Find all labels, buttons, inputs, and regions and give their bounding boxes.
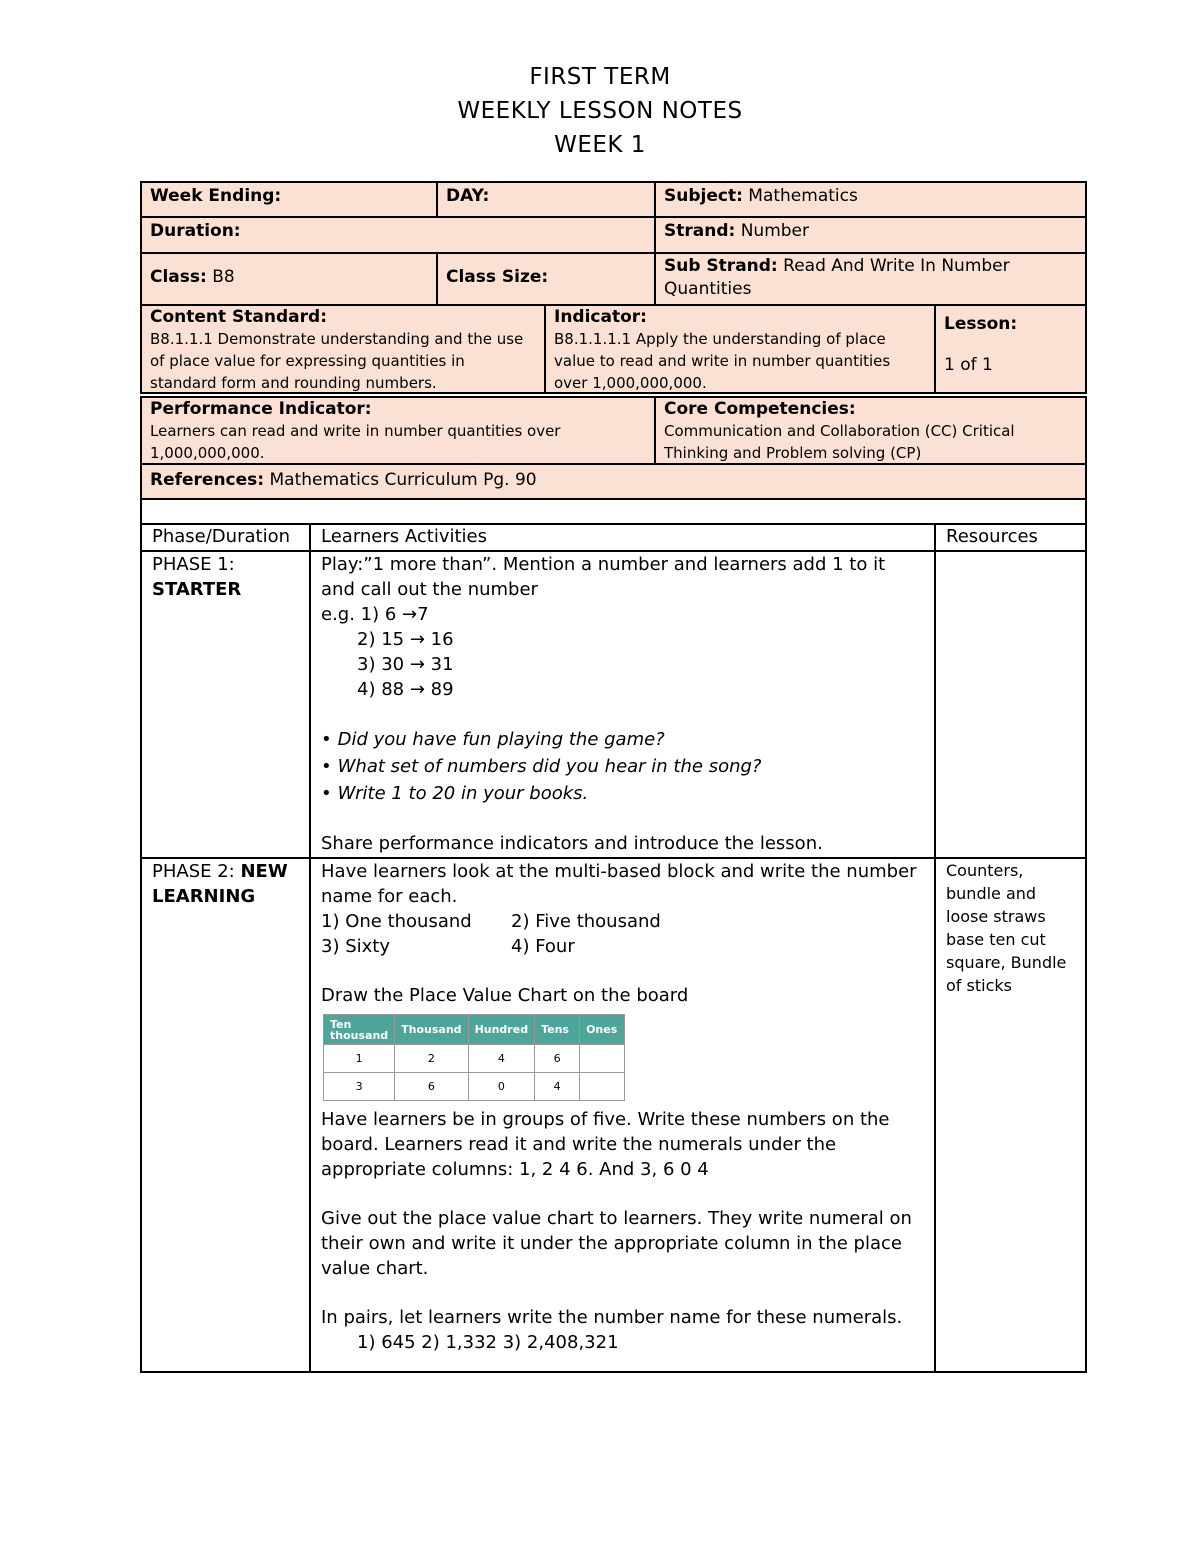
title-week: WEEK 1: [554, 132, 646, 158]
class-label: Class:: [150, 267, 207, 287]
class-size-label: Class Size:: [446, 267, 549, 287]
day-label: DAY:: [446, 186, 490, 206]
phase2-cell: [140, 857, 311, 1373]
day-cell: [436, 181, 656, 218]
pv-cell: 4: [468, 1045, 535, 1073]
phase2-resources-text: Counters, bundle and loose straws base ten cut square, Bundle of sticks: [946, 861, 1067, 995]
class-value: B8: [212, 267, 235, 287]
place-value-header-row: [324, 1015, 625, 1045]
core-competencies-value: Communication and Collaboration (CC) Critical Thinking and Problem solving (CP): [664, 422, 1015, 462]
phase2-name-a: NEW: [240, 861, 288, 882]
pv-cell: 1: [324, 1045, 395, 1073]
question-item: • Did you have fun playing the game?: [321, 726, 924, 753]
place-value-row: [324, 1045, 625, 1073]
pv-cell: [580, 1073, 625, 1101]
header-phase-text: Phase/Duration: [152, 526, 290, 547]
phase1-example-1: e.g. 1) 6 →7: [321, 604, 429, 625]
references-value: Mathematics Curriculum Pg. 90: [269, 470, 537, 490]
subject-cell: [654, 181, 1087, 218]
header-resources-text: Resources: [946, 526, 1038, 547]
pv-cell: 0: [468, 1073, 535, 1101]
phase1-questions: [321, 726, 924, 807]
pv-cell: 3: [324, 1073, 395, 1101]
phase1-resources: [934, 550, 1087, 859]
week-ending-label: Week Ending:: [150, 186, 282, 206]
class-cell: [140, 252, 438, 306]
phase1-example-3: 3) 30 → 31: [357, 654, 454, 675]
lesson-value: 1 of 1: [944, 355, 993, 375]
number-name-2: 2) Five thousand: [511, 911, 661, 932]
phase1-activities: [309, 550, 936, 859]
phase1-example-4: 4) 88 → 89: [357, 679, 454, 700]
content-standard-value: B8.1.1.1 Demonstrate understanding and the use of place value for expressing quantities in standard form and rounding numbers.: [150, 330, 524, 392]
phase1-label: PHASE 1:: [152, 554, 235, 575]
strand-cell: [654, 216, 1087, 254]
phase2-give: Give out the place value chart to learners. They write numeral on their own and write it under the appropriate column in the place value chart.: [321, 1208, 912, 1279]
header-activities-text: Learners Activities: [321, 526, 487, 547]
subject-label: Subject:: [664, 186, 743, 206]
phase2-draw: Draw the Place Value Chart on the board: [321, 985, 689, 1006]
class-size-cell: [436, 252, 656, 306]
sub-strand-value: Read And Write In Number Quantities: [664, 256, 1010, 299]
references-cell: [140, 463, 1087, 500]
subject-value: Mathematics: [748, 186, 858, 206]
references-label: References:: [150, 470, 265, 490]
indicator-value: B8.1.1.1.1 Apply the understanding of place value to read and write in number quantities over 1,000,000,000.: [554, 330, 891, 392]
phase2-intro: Have learners look at the multi-based block and write the number name for each.: [321, 861, 917, 907]
header-resources: [934, 523, 1087, 552]
question-item: • Write 1 to 20 in your books.: [321, 780, 924, 807]
question-item: • What set of numbers did you hear in the song?: [321, 753, 924, 780]
phase2-name-b: LEARNING: [152, 886, 256, 907]
title-term: FIRST TERM: [529, 64, 671, 90]
phase1-intro: Play:”1 more than”. Mention a number and learners add 1 to it and call out the number: [321, 554, 886, 600]
pv-header: Tens: [535, 1015, 580, 1045]
pv-header: Ones: [580, 1015, 625, 1045]
phase1-name: STARTER: [152, 579, 242, 600]
number-name-3: 3) Sixty: [321, 936, 390, 957]
phase2-groups: Have learners be in groups of five. Write these numbers on the board. Learners read it and write the numerals under the appropriate columns: 1, 2 4 6. And 3, 6 0 4: [321, 1109, 890, 1180]
performance-indicator-cell: [140, 396, 656, 465]
indicator-label: Indicator:: [554, 307, 647, 327]
duration-label: Duration:: [150, 221, 241, 241]
phase2-resources: [934, 857, 1087, 1373]
title-notes: WEEKLY LESSON NOTES: [457, 98, 743, 124]
lesson-cell: [934, 304, 1087, 394]
strand-value: Number: [740, 221, 809, 241]
header-phase: [140, 523, 311, 552]
duration-cell: [140, 216, 656, 254]
pv-cell: 2: [395, 1045, 468, 1073]
pv-header: Ten thousand: [324, 1015, 395, 1045]
phase2-label: PHASE 2:: [152, 861, 235, 882]
pv-header: Thousand: [395, 1015, 468, 1045]
place-value-row: [324, 1073, 625, 1101]
phase1-share: Share performance indicators and introduce the lesson.: [321, 833, 823, 854]
performance-indicator-label: Performance Indicator:: [150, 399, 372, 419]
core-competencies-cell: [654, 396, 1087, 465]
strand-label: Strand:: [664, 221, 736, 241]
lesson-label: Lesson:: [944, 314, 1018, 334]
pv-header: Hundred: [468, 1015, 535, 1045]
sub-strand-cell: [654, 252, 1087, 306]
spacer-row: [140, 498, 1087, 525]
core-competencies-label: Core Competencies:: [664, 399, 856, 419]
pv-cell: 6: [535, 1045, 580, 1073]
phase1-cell: [140, 550, 311, 859]
week-ending-cell: [140, 181, 438, 218]
pv-cell: 4: [535, 1073, 580, 1101]
header-activities: [309, 523, 936, 552]
content-standard-label: Content Standard:: [150, 307, 327, 327]
number-name-1: 1) One thousand: [321, 911, 472, 932]
pv-cell: [580, 1045, 625, 1073]
phase1-example-2: 2) 15 → 16: [357, 629, 454, 650]
place-value-chart: [323, 1014, 625, 1101]
phase2-pairs: In pairs, let learners write the number name for these numerals.: [321, 1307, 903, 1328]
phase2-pairs-list: 1) 645 2) 1,332 3) 2,408,321: [357, 1332, 619, 1353]
sub-strand-label: Sub Strand:: [664, 256, 778, 276]
content-standard-cell: [140, 304, 546, 394]
pv-cell: 6: [395, 1073, 468, 1101]
phase2-activities: [309, 857, 936, 1373]
indicator-cell: [544, 304, 936, 394]
performance-indicator-value: Learners can read and write in number quantities over 1,000,000,000.: [150, 422, 561, 462]
number-name-4: 4) Four: [511, 936, 575, 957]
page-heading: [0, 60, 1200, 162]
